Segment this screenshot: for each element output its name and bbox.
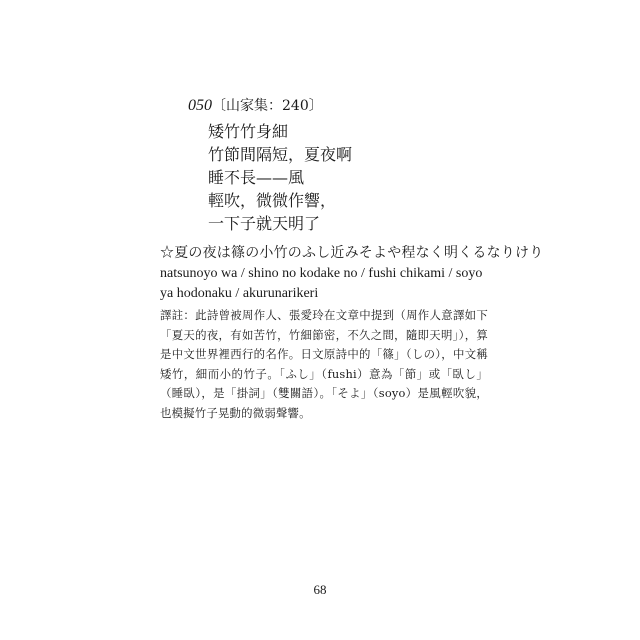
- page-number: 68: [313, 582, 327, 597]
- poem-line: 一下子就天明了: [208, 214, 321, 233]
- poem-line: 輕吹，微微作響，: [208, 191, 337, 210]
- poem-line: 睡不長——風: [208, 168, 305, 187]
- poem-number: 050: [188, 97, 212, 114]
- poem-lines: [208, 120, 352, 235]
- poem-line: 竹節間隔短，夏夜啊: [208, 145, 353, 164]
- japanese-original: ☆夏の夜は篠の小竹のふし近みそよや程なく明くるなりけり: [160, 245, 544, 261]
- poem-line: 矮竹竹身細: [208, 122, 289, 141]
- poem-source: 〔山家集：240〕: [212, 98, 323, 114]
- romaji-transliteration: natsunoyo wa / shino no kodake no / fushi chikami / soyo ya hodonaku / akurunarikeri: [160, 266, 483, 301]
- poem-header: [188, 94, 323, 117]
- translator-note: 譯註：此詩曾被周作人、張愛玲在文章中提到（周作人意譯如下「夏天的夜，有如苦竹，竹細節密，不久之間，隨即天明」），算是中文世界裡西行的名作。日文原詩中的「篠」（しの），中文稱矮竹，細而小的竹子。「ふし」（fushi）意為「節」或「臥し」（睡臥），是「掛詞」（雙關語）。「そよ」（soyo）是風輕吹貌，也模擬竹子晃動的微弱聲響。: [160, 308, 488, 420]
